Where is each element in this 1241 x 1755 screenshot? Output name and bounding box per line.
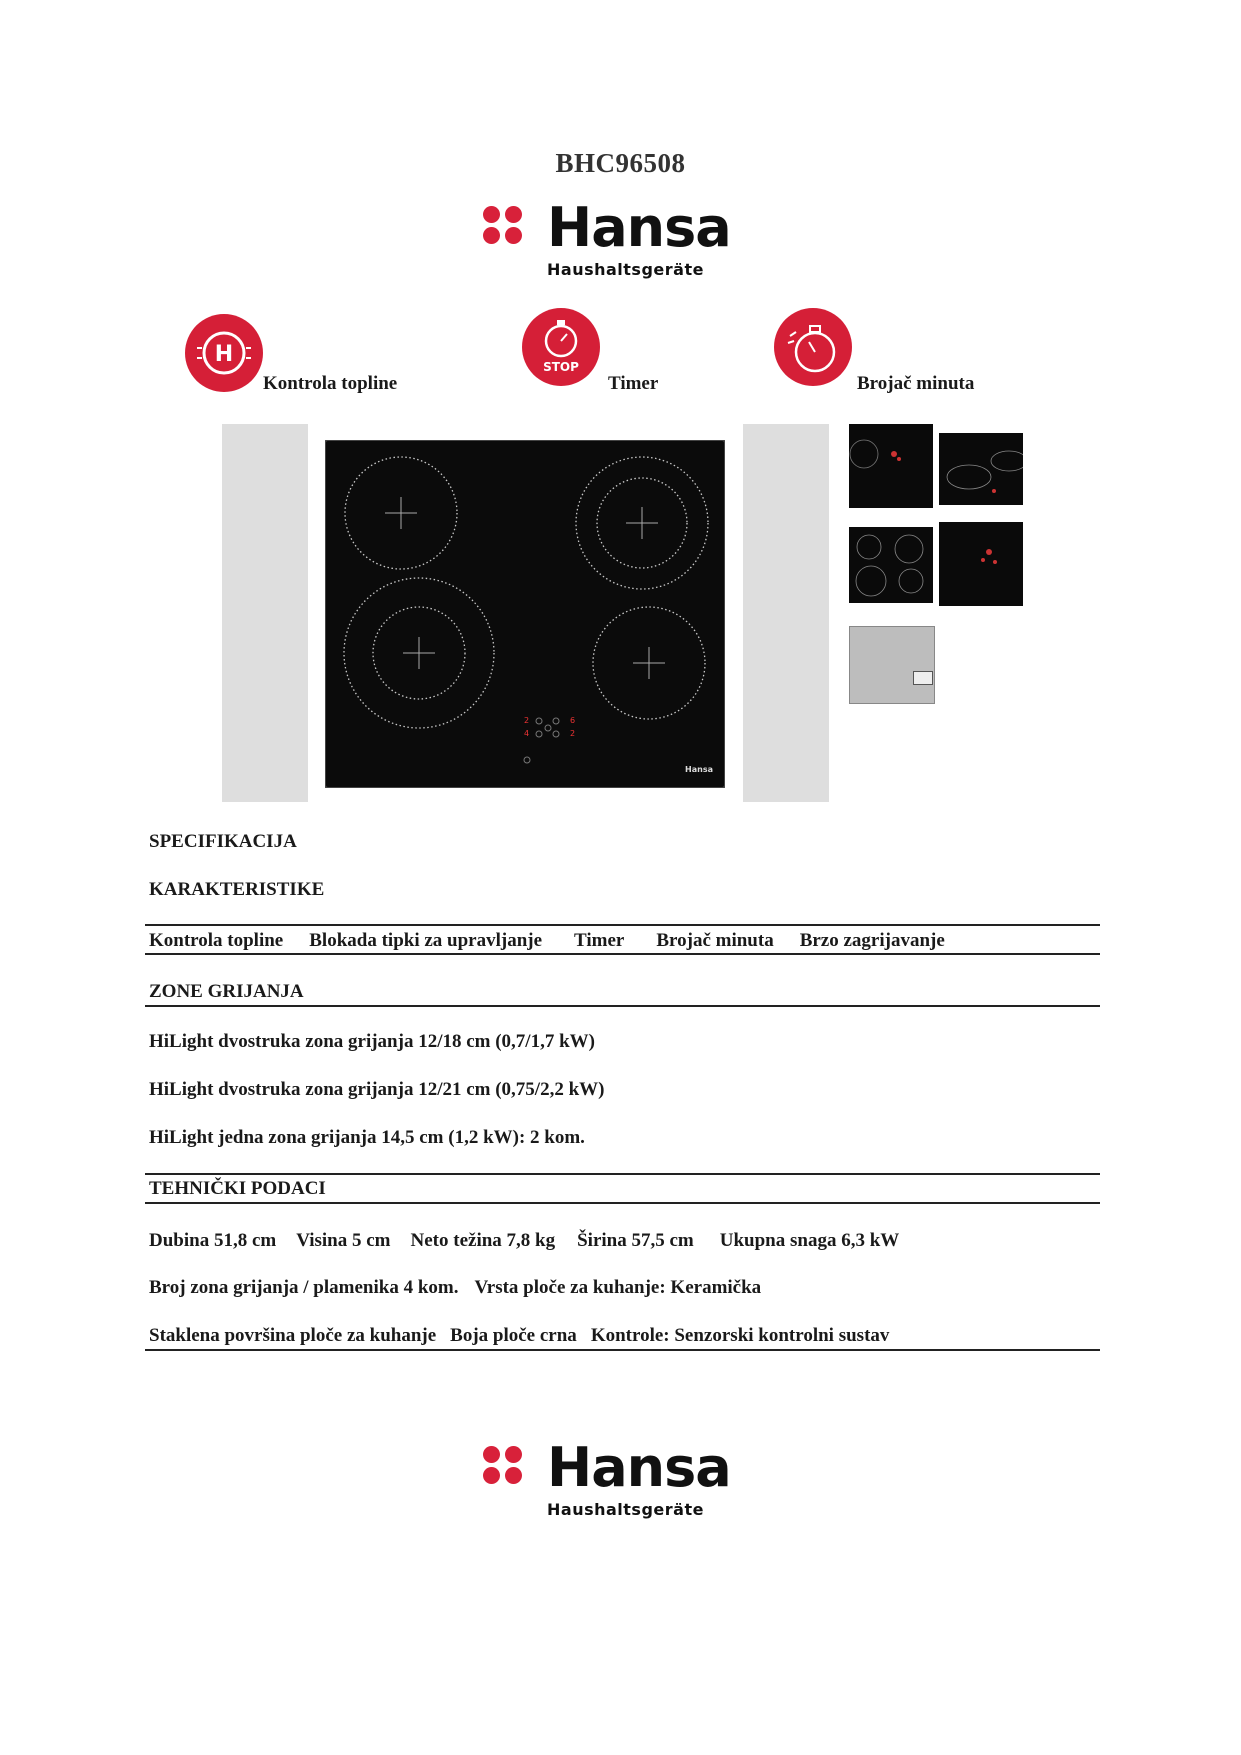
tech-item: Neto težina 7,8 kg [410,1230,556,1251]
divider [145,924,1100,926]
feature-label-timer: Timer [608,373,659,394]
thumbnail-2[interactable] [939,433,1023,505]
tech-item: Širina 57,5 cm [577,1230,694,1251]
logo-subtitle: Haushaltsgeräte [547,260,704,279]
svg-text:6: 6 [570,716,576,725]
stop-timer-icon [522,308,600,386]
tech-item: Vrsta ploče za kuhanje: Keramička [474,1277,762,1298]
divider [145,1005,1100,1007]
logo-dot-icon [505,1446,522,1463]
tech-item: Dubina 51,8 cm [149,1230,277,1251]
feature-item: Blokada tipki za upravljanje [309,930,543,951]
heat-control-icon [185,314,263,392]
thumbnail-4[interactable] [939,522,1023,606]
zone-item: HiLight dvostruka zona grijanja 12/21 cm (0,75/2,2 kW) [149,1079,605,1100]
divider [145,1173,1100,1175]
section-zone: ZONE GRIJANJA [149,981,304,1002]
logo-brand: Hansa [547,1436,731,1499]
feature-item: Brzo zagrijavanje [799,930,945,951]
feature-item: Brojač minuta [656,930,774,951]
logo-dot-icon [483,227,500,244]
hob-brand-mark: Hansa [685,765,713,774]
section-specifikacija: SPECIFIKACIJA [149,831,297,852]
stop-text: STOP [543,360,579,374]
zone-item: HiLight dvostruka zona grijanja 12/18 cm (0,7/1,7 kW) [149,1031,595,1052]
label-sticker [913,671,933,685]
logo-dot-icon [505,1467,522,1484]
logo-subtitle: Haushaltsgeräte [547,1500,704,1519]
tech-item: Kontrole: Senzorski kontrolni sustav [590,1325,890,1346]
section-karakteristike: KARAKTERISTIKE [149,879,325,900]
section-tehnicki: TEHNIČKI PODACI [149,1178,326,1199]
feature-label-minute: Brojač minuta [857,373,975,394]
hansa-logo-top [483,196,763,284]
h-symbol: H [214,342,234,367]
tech-row [149,1230,921,1252]
thumbnail-3[interactable] [849,527,933,603]
zone-item: HiLight jedna zona grijanja 14,5 cm (1,2 kW): 2 kom. [149,1127,585,1148]
model-title: BHC96508 [555,148,686,178]
divider [145,1349,1100,1351]
minute-counter-icon [774,308,852,386]
tech-item: Staklena površina ploče za kuhanje [149,1325,437,1346]
tech-item: Ukupna snaga 6,3 kW [719,1230,900,1251]
hob-image [325,440,725,788]
svg-text:2: 2 [570,729,576,738]
logo-brand: Hansa [547,196,731,259]
svg-text:4: 4 [524,729,530,738]
logo-dot-icon [483,1467,500,1484]
tech-item: Visina 5 cm [296,1230,391,1251]
divider [145,953,1100,955]
feature-label-heat: Kontrola topline [263,373,398,394]
feature-item: Timer [574,930,625,951]
logo-dot-icon [505,227,522,244]
karakteristike-row [149,930,967,952]
tech-item: Boja ploče crna [450,1325,577,1346]
logo-dot-icon [483,1446,500,1463]
tech-item: Broj zona grijanja / plamenika 4 kom. [149,1277,459,1298]
feature-item: Kontrola topline [149,930,284,951]
side-panel-left [222,424,308,802]
divider [145,1202,1100,1204]
svg-text:2: 2 [524,716,530,725]
thumbnail-5[interactable] [849,626,935,704]
logo-dot-icon [505,206,522,223]
hansa-logo-bottom [483,1436,763,1524]
tech-row [149,1325,911,1347]
thumbnail-1[interactable] [849,424,933,508]
side-panel-right [743,424,829,802]
tech-row [149,1277,783,1299]
logo-dot-icon [483,206,500,223]
